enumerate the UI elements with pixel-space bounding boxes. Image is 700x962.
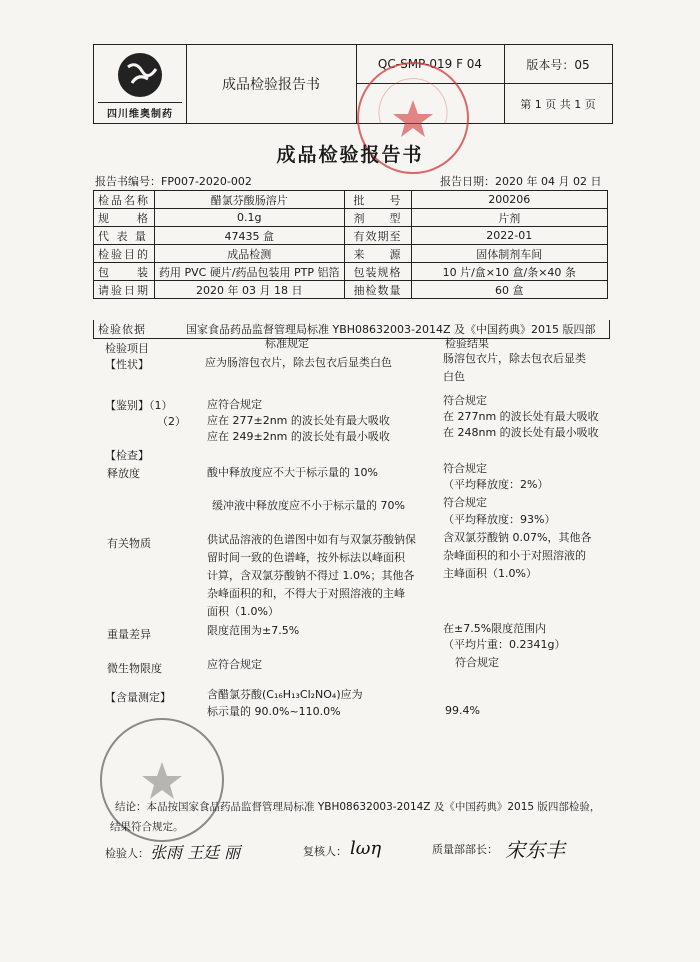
info-value-2: 10 片/盒×10 盒/条×40 条 (411, 263, 607, 281)
related-std-1: 供试品溶液的色谱图中如有与双氯芬酸钠保 (207, 533, 416, 546)
dissolve-res-4: （平均释放度：93%） (443, 513, 556, 526)
report-date: 报告日期：2020 年 04 月 02 日 (440, 175, 602, 188)
micro-std: 应符合规定 (207, 658, 262, 671)
weight-std: 限度范围为±7.5% (207, 624, 300, 637)
micro-label: 微生物限度 (107, 662, 162, 675)
info-value: 成品检测 (155, 245, 345, 263)
related-std-2: 留时间一致的色谱峰，按外标法以峰面积 (207, 551, 405, 564)
ident-std-3: 应在 249±2nm 的波长处有最小吸收 (207, 430, 390, 443)
header-title: 成品检验报告书 (186, 45, 357, 123)
ident-label-2: （2） (157, 415, 186, 428)
ident-label: 【鉴别】（1） (105, 399, 173, 412)
doc-code: QC-SMP-019 F 04 (356, 45, 504, 84)
assay-label: 【含量测定】 (105, 691, 171, 704)
inspector-signature: 张雨 王廷 丽 (150, 843, 241, 862)
info-value: 0.1g (155, 209, 345, 227)
weight-res-2: （平均片重：0.2341g） (443, 638, 566, 651)
col-result: 检验结果 (445, 337, 489, 350)
inspection-basis (93, 320, 610, 339)
info-key: 规 格 (94, 209, 155, 227)
info-row (94, 191, 608, 209)
assay-std-2: 标示量的 90.0%~110.0% (207, 705, 341, 718)
report-number: 报告书编号：FP007-2020-002 (95, 175, 252, 188)
info-key: 检验目的 (94, 245, 155, 263)
ident-res-2: 在 277nm 的波长处有最大吸收 (443, 410, 599, 423)
basis-label: 检验依据 (98, 323, 146, 336)
weight-res-1: 在±7.5%限度范围内 (443, 622, 547, 635)
info-value-2: 固体制剂车间 (411, 245, 607, 263)
col-item: 检验项目 (105, 342, 149, 355)
related-std-5: 面积（1.0%） (207, 605, 279, 618)
info-key: 检品名称 (94, 191, 155, 209)
ident-res-3: 在 248nm 的波长处有最小吸收 (443, 426, 599, 439)
ident-res-1: 符合规定 (443, 394, 487, 407)
info-row (94, 263, 608, 281)
info-key-2: 批 号 (344, 191, 411, 209)
check-label: 【检查】 (105, 449, 149, 462)
ident-std-1: 应符合规定 (207, 398, 262, 411)
info-value: 2020 年 03 月 18 日 (155, 281, 345, 299)
company-logo-cell (94, 45, 187, 123)
company-name: 四川维奥制药 (98, 102, 182, 120)
version-number: 版本号：05 (504, 45, 612, 84)
info-key-2: 剂 型 (344, 209, 411, 227)
version-cell (504, 45, 612, 123)
info-key: 请验日期 (94, 281, 155, 299)
related-std-4: 杂峰面积的和，不得大于对照溶液的主峰 (207, 587, 405, 600)
info-key-2: 有效期至 (344, 227, 411, 245)
assay-std-1: 含醋氯芬酸(C₁₆H₁₃Cl₂NO₄)应为 (207, 688, 363, 701)
info-value: 醋氯芬酸肠溶片 (155, 191, 345, 209)
conclusion-line-1: 结论：本品按国家食品药品监督管理局标准 YBH08632003-2014Z 及《中国药典》2015 版四部检验， (115, 801, 601, 813)
company-logo-icon (94, 45, 186, 105)
trait-result-1: 肠溶包衣片，除去包衣后显类 (443, 352, 586, 365)
qa-signature: 宋东丰 (505, 838, 565, 862)
page-count: 第 1 页 共 1 页 (520, 97, 596, 111)
info-key-2: 抽检数量 (344, 281, 411, 299)
info-row (94, 227, 608, 245)
assay-res: 99.4% (445, 704, 480, 717)
basis-value: 国家食品药品监督管理局标准 YBH08632003-2014Z 及《中国药典》2015 版四部 (186, 323, 596, 336)
dissolve-std-1: 酸中释放度应不大于标示量的 10% (207, 466, 378, 479)
dissolve-label: 释放度 (107, 467, 140, 480)
related-label: 有关物质 (107, 537, 151, 550)
dissolve-res-3: 符合规定 (443, 496, 487, 509)
related-res-2: 杂峰面积的和小于对照溶液的 (443, 549, 586, 562)
weight-label: 重量差异 (107, 628, 151, 641)
info-key-2: 来 源 (344, 245, 411, 263)
reviewer-signature: lωη (350, 838, 382, 859)
info-row (94, 281, 608, 299)
document-title: 成品检验报告书 (276, 144, 424, 166)
info-value-2: 片剂 (411, 209, 607, 227)
inspector-label: 检验人： (105, 847, 149, 860)
info-value: 药用 PVC 硬片/药品包装用 PTP 铝箔 (155, 263, 345, 281)
dissolve-std-2: 缓冲液中释放度应不小于标示量的 70% (212, 499, 405, 512)
related-res-1: 含双氯芬酸钠 0.07%，其他各 (443, 531, 592, 544)
micro-res: 符合规定 (455, 656, 499, 669)
related-std-3: 计算，含双氯芬酸钠不得过 1.0%；其他各 (207, 569, 415, 582)
info-value-2: 200206 (411, 191, 607, 209)
trait-result-2: 白色 (443, 370, 465, 383)
reviewer-label: 复核人： (303, 845, 347, 858)
info-key: 代 表 量 (94, 227, 155, 245)
product-info-table (93, 190, 608, 299)
info-value-2: 2022-01 (411, 227, 607, 245)
info-key-2: 包装规格 (344, 263, 411, 281)
ident-std-2: 应在 277±2nm 的波长处有最大吸收 (207, 414, 390, 427)
info-row (94, 209, 608, 227)
conclusion-line-2: 结果符合规定。 (110, 821, 184, 833)
dissolve-res-2: （平均释放度：2%） (443, 478, 549, 491)
header-box (93, 44, 613, 124)
trait-standard: 应为肠溶包衣片，除去包衣后显类白色 (205, 356, 392, 369)
col-standard: 标准规定 (265, 337, 309, 350)
qa-label: 质量部部长： (432, 843, 498, 856)
info-key: 包 装 (94, 263, 155, 281)
info-value: 47435 盒 (155, 227, 345, 245)
related-res-3: 主峰面积（1.0%） (443, 567, 537, 580)
info-row (94, 245, 608, 263)
info-value-2: 60 盒 (411, 281, 607, 299)
dissolve-res-1: 符合规定 (443, 462, 487, 475)
trait-label: 【性状】 (105, 358, 149, 371)
